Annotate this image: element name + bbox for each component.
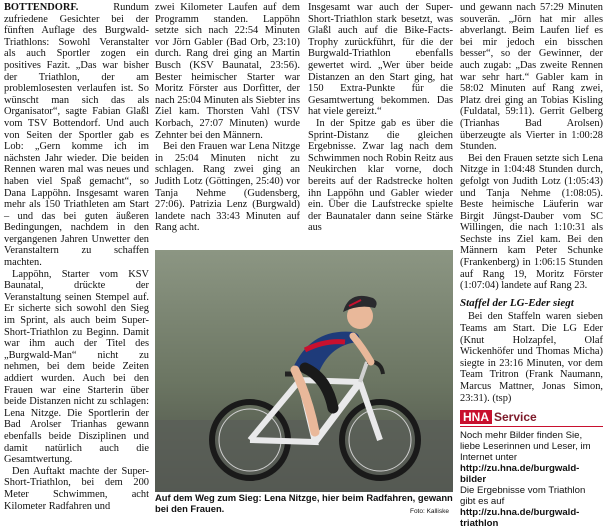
article-column-4 bbox=[460, 2, 603, 529]
dateline: BOTTENDORF. bbox=[4, 2, 79, 13]
paragraph: In der Spitze gab es über die Sprint-Distanz die gleichen Ergebnisse. Zwar lag nach dem Schwimmen noch Robin Reitz aus Neukirchen klar vorne, doch bereits auf der Radstrecke holten ihn Lappöhn und Gabler wieder ein. Über die Laufstrecke spielte der Baunataler dann seine Stärke aus bbox=[308, 117, 453, 234]
paragraph: Bei den Staffeln waren sieben Teams am Start. Die LG Eder (Knut Holzapfel, Olaf Wickenhöfer und Thomas Micha) siegte in 23:16 Minuten, vor dem Team Tritron (Frank Naumann, Marcus Mattner, Jonas Simon, 23:31). (tsp) bbox=[460, 311, 603, 404]
hna-logo: HNA bbox=[460, 410, 492, 424]
hna-service-box bbox=[460, 410, 603, 529]
subheading: Staffel der LG-Eder siegt bbox=[460, 296, 574, 309]
article-column-2 bbox=[155, 2, 300, 250]
paragraph: und gewann nach 57:29 Minuten souverän. „Jörn hat mir alles abverlangt. Beim Laufen lief es bei mir jedoch ein bisschen besser“, so der Gewinner, der auch zugab: „Das zweite Rennen war sehr hart.“ Gabler kam in 58:02 Minuten auf Rang zwei, Platz drei ging an Tobias Kisling (Fuldatal, 59:11). Gerrit Gelberg (Trianhas Bad Arolsen) überzeugte als Vierter in 1:00:28 Stunden. bbox=[460, 2, 603, 153]
article-column-3 bbox=[308, 2, 453, 250]
article-column-1 bbox=[4, 2, 149, 516]
results-link[interactable]: http://zu.hna.de/burgwald-triathlon bbox=[460, 506, 580, 529]
cyclist-illustration bbox=[155, 250, 453, 492]
paragraph bbox=[4, 2, 149, 269]
service-title: Service bbox=[494, 410, 537, 425]
service-text-1 bbox=[460, 430, 603, 485]
paragraph-text: Rundum zufriedene Gesichter bei der fünften Auflage des Burgwald-Triathlons: Sowohl Veranstalter als auch Sportler zogen ein positives Fazit. „Das war bisher der Triathlon, der am problemlosesten verlaufen ist. So wünscht man sich das als Organisator“, sagte Fabian Glaßl vom TSV Bottendorf. Und auch von Seiten der Sportler gab es Lob: „Gern komme ich im nächsten Jahr wieder. Die beiden Rennen waren mal was neues und haben viel Spaß gemacht“, so Dana Lappöhn. Insgesamt waren mehr als 150 Triathleten am Start – und das bei guten äußeren Bedingungen, nachdem in den vergangenen Jahren Unwetter den Veranstaltern zu schaffen machten. bbox=[4, 2, 149, 269]
paragraph: Bei den Frauen setzte sich Lena Nitzge in 1:04:48 Stunden durch, gefolgt von Judith Lotz (1:05:43) und Tanja Nehme (1:08:05). Beste heimische Läuferin war Birgit Jüngst-Dauber vom SC Willingen, die nach 1:10:31 als Sechste ins Ziel kam. Bei den Männern kam Peter Schunke (Frankenberg) in 1:06:15 Stunden auf Rang 19, Moritz Förster (1:07:04) landete auf Rang 23. bbox=[460, 152, 603, 292]
service-divider bbox=[460, 426, 603, 427]
paragraph: Insgesamt war auch der Super-Short-Triathlon stark besetzt, was Glaßl auch auf die Bike-Facts-Trophy zurückführt, für die der Burgwald-Triathlon ebenfalls gewertet wird. „Wer über beide Distanzen an den Start ging, hat 150 Extra-Punkte für die Gesamtwertung bekommen. Das hat viele gereizt.“ bbox=[308, 2, 453, 118]
service-text: Noch mehr Bilder finden Sie, liebe Leserinnen und Leser, im Internet unter bbox=[460, 429, 591, 463]
gallery-link[interactable]: http://zu.hna.de/burgwald-bilder bbox=[460, 462, 580, 485]
photo-caption bbox=[155, 493, 453, 517]
service-text: Die Ergebnisse vom Triathlon gibt es auf bbox=[460, 484, 586, 507]
caption-text: Auf dem Weg zum Sieg: Lena Nitzge, hier beim Radfahren, gewann bei den Frauen. bbox=[155, 492, 453, 514]
paragraph: Lappöhn, Starter vom KSV Baunatal, drückte der Veranstaltung seinen Stempel auf. Er sicherte sich sowohl den Sieg im Sprint, als auch beim Super-Short-Triathlon zu Beginn. Damit war ihm auch der Titel des „Burgwald-Man“ nicht zu nehmen, bei dem beide Zeiten addiert wurden. Auch bei den Frauen war eine Starterin über beide Distanzen nicht zu schlagen: Lena Nitzge. Die Sportlerin der Bad Arolser Trianhas gewann ebenfalls beide Disziplinen und damit natürlich auch die Gesamtwertung. bbox=[4, 268, 149, 466]
paragraph: Bei den Frauen war Lena Nitzge in 25:04 Minuten nicht zu schlagen. Rang zwei ging an Judith Lotz (Göttingen, 25:40) vor Tanja Nehme (Gudensberg, 27:06). Patrizia Lenz (Burgwald) landete nach 33:43 Minuten auf Rang acht. bbox=[155, 141, 300, 234]
service-text-2 bbox=[460, 485, 603, 529]
service-header bbox=[460, 410, 603, 425]
paragraph: zwei Kilometer Laufen auf dem Programm standen. Lappöhn setzte sich nach 22:54 Minuten vor Jörn Gabler (Bad Orb, 23:10) durch. Rang drei ging an Martin Busch (KSV Baunatal, 23:56). Bester heimischer Starter war Moritz Förster aus Dorfitter, der nach 25:04 Minuten als Siebter ins Ziel kam. Thorsten Vahl (TSV Korbach, 27:07 Minuten) wurde Zehnter bei den Männern. bbox=[155, 2, 300, 141]
road bbox=[155, 420, 453, 492]
paragraph: Den Auftakt machte der Super-Short-Triathlon, bei dem 200 Meter Schwimmen, acht Kilometer Radfahren und bbox=[4, 465, 149, 512]
photo-credit: Foto: Kalliske bbox=[409, 507, 449, 515]
cyclist-photo bbox=[155, 250, 453, 492]
